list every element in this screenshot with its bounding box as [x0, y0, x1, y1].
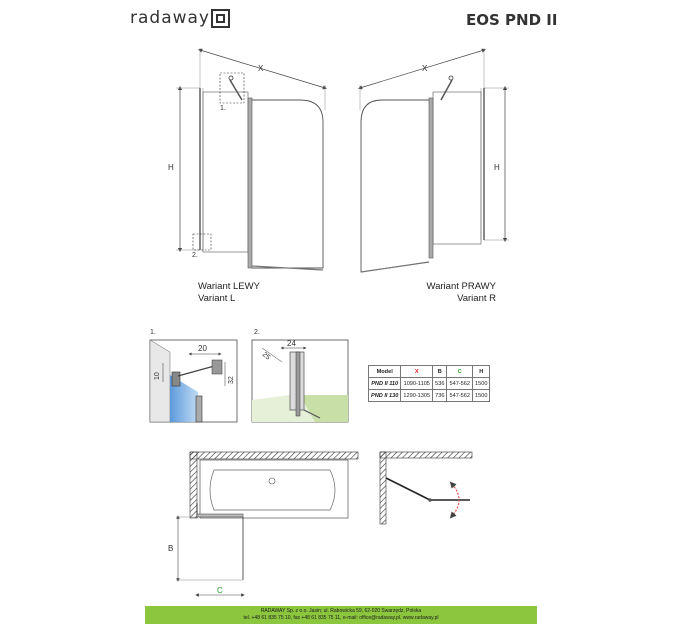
- plan-dim-c: C: [217, 586, 223, 595]
- right-swing-panel: [361, 100, 429, 272]
- detail-panel-2: [252, 329, 348, 422]
- bathtub-outline: [200, 460, 348, 518]
- spec-cell: 1290-1305: [401, 390, 433, 402]
- plan-dim-b: B: [168, 544, 174, 553]
- spec-cell: 1090-1105: [401, 378, 433, 390]
- detail-2-dim-top: 24: [287, 339, 296, 348]
- detail-panel-1: [150, 329, 237, 422]
- plan-view: [168, 452, 358, 595]
- product-title: EOS PND II: [466, 11, 558, 29]
- spec-header-model: Model: [369, 366, 401, 378]
- spec-header-b: B: [433, 366, 447, 378]
- left-detail-1-label: 1.: [220, 105, 226, 112]
- left-elevation: [168, 48, 325, 270]
- left-x-label: X: [258, 64, 264, 73]
- spec-cell: 1500: [473, 390, 490, 402]
- detail-2-dim-diag: 25: [260, 351, 272, 362]
- spec-table-header: [369, 366, 490, 378]
- left-h-label: H: [168, 163, 174, 172]
- left-detail-box-2: [193, 234, 211, 250]
- left-swing-panel: [252, 100, 323, 268]
- detail-1-number: 1.: [150, 329, 156, 336]
- left-detail-2-label: 2.: [192, 252, 198, 259]
- spec-cell: 547-562: [447, 378, 473, 390]
- spec-cell: 536: [433, 378, 447, 390]
- spec-header-h: H: [473, 366, 490, 378]
- spec-cell: PND II 110: [369, 378, 401, 390]
- detail-1-dim-right: 32: [228, 376, 235, 384]
- spec-cell: PND II 130: [369, 390, 401, 402]
- right-h-label: H: [494, 163, 500, 172]
- spec-header-x: X: [401, 366, 433, 378]
- left-variant-caption: [198, 281, 260, 305]
- right-x-label: X: [422, 64, 428, 73]
- spec-cell: 547-562: [447, 390, 473, 402]
- detail-2-number: 2.: [254, 329, 260, 336]
- footer-address: RADAWAY Sp. z o.o. Jasin; ul. Rabowicka 59, 62-020 Swarzędz, Polska: [260, 608, 422, 614]
- spec-header-c: C: [447, 366, 473, 378]
- swing-diagram: [380, 452, 472, 524]
- contact-footer: [145, 606, 537, 624]
- spec-cell: 736: [433, 390, 447, 402]
- left-variant-en: Variant L: [198, 293, 236, 304]
- left-fixed-panel: [203, 92, 248, 252]
- detail-1-dim-top: 20: [198, 344, 207, 353]
- table-row: [369, 390, 490, 402]
- right-variant-pl: Wariant PRAWY: [426, 281, 496, 292]
- right-variant-en: Variant R: [457, 293, 496, 304]
- brand-logo-text: radaway: [130, 8, 210, 28]
- left-variant-pl: Wariant LEWY: [198, 281, 260, 292]
- table-row: [369, 378, 490, 390]
- spec-table: [368, 365, 490, 402]
- spec-cell: 1500: [473, 378, 490, 390]
- right-variant-caption: [418, 281, 496, 305]
- right-elevation: [360, 48, 509, 272]
- detail-1-dim-left: 10: [154, 372, 161, 380]
- footer-contact: tel. +48 61 835 75 10, fax +48 61 835 75 11, e-mail: office@radaway.pl, www.radaway.pl: [243, 615, 439, 621]
- right-fixed-panel: [433, 92, 481, 244]
